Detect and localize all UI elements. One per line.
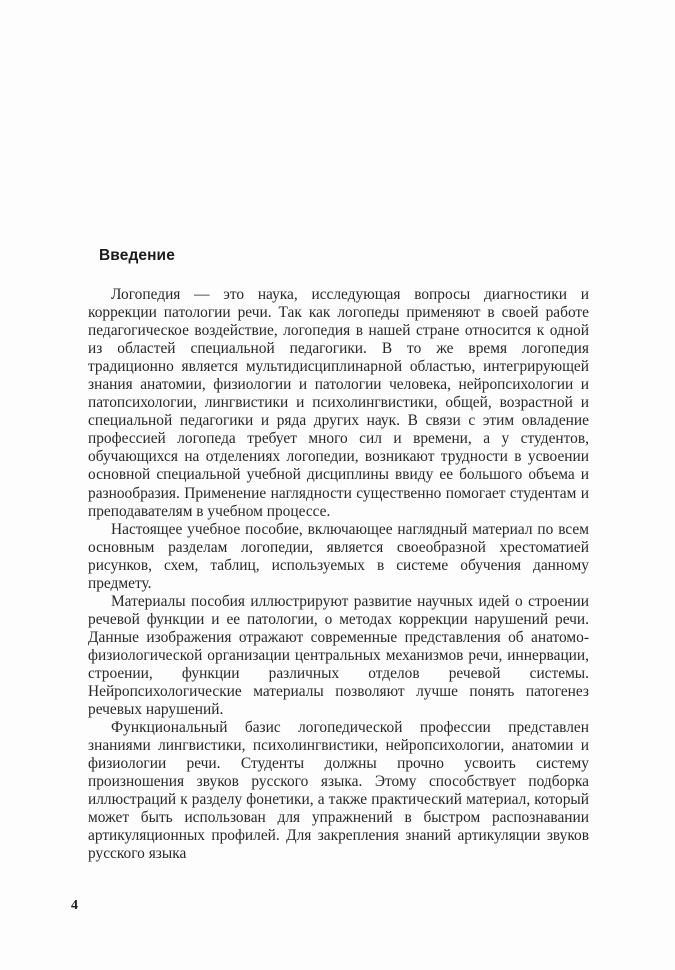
page-number: 4 bbox=[71, 898, 78, 913]
paragraph-2: Настоящее учебное пособие, включающее наглядный материал по всем основным разделам логопедии, является своеобразной хрестоматией рисунков, схем, таблиц, используемых в системе обучения данному предмету. bbox=[88, 520, 589, 592]
paragraph-1: Логопедия — это наука, исследующая вопросы диагностики и коррекции патологии речи. Так как логопеды применяют в своей работе педагогическое воздействие, логопедия в нашей стране относится к одной из областей специальной педагогики. В то же время логопедия традиционно является мультидисциплинарной областью, интегрирующей знания анатомии, физиологии и патологии человека, нейропсихологии и патопсихологии, лингвистики и психолингвистики, общей, возрастной и специальной педагогики и ряда других наук. В связи с этим овладение профессией логопеда требует много сил и времени, а у студентов, обучающихся на отделениях логопедии, возникают трудности в усвоении основной специальной учебной дисциплины ввиду ее большого объема и разнообразия. Применение наглядности существенно помогает студентам и преподавателям в учебном процессе. bbox=[88, 286, 589, 520]
paragraph-3: Материалы пособия иллюстрируют развитие научных идей о строении речевой функции и ее патологии, о методах коррекции нарушений речи. Данные изображения отражают современные представления об анатомо-физиологической организации центральных механизмов речи, иннервации, строении, функции различных отделов речевой системы. Нейропсихологические материалы позволяют лучше понять патогенез речевых нарушений. bbox=[88, 592, 589, 719]
paragraph-4: Функциональный базис логопедической профессии представлен знаниями лингвистики, психолингвистики, нейропсихологии, анатомии и физиологии речи. Студенты должны прочно усвоить систему произношения звуков русского языка. Этому способствует подборка иллюстраций к разделу фонетики, а также практический материал, который может быть использован для упражнений в быстром распознавании артикуляционных профилей. Для закрепления знаний артикуляции звуков русского языка bbox=[88, 719, 589, 863]
page-title: Введение bbox=[99, 247, 175, 264]
page-content bbox=[88, 246, 589, 864]
body-text-block bbox=[88, 286, 589, 864]
